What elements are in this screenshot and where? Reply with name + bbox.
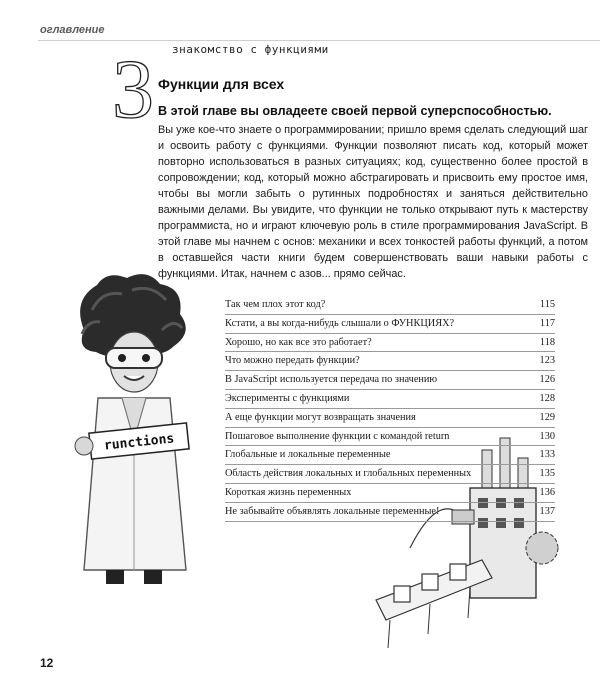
page-number: 12 [40,656,54,670]
toc-entry[interactable] [225,296,555,315]
chapter-number: 3 [112,43,154,136]
toc-entry-page: 135 [539,468,555,480]
toc-entry[interactable] [225,371,555,390]
toc-entry[interactable] [225,315,555,334]
chapter-lead: В этой главе вы овладеете своей первой суперспособностью. [158,104,552,118]
toc-entry-title: А еще функции могут возвращать значения [225,411,416,423]
toc-entry-page: 136 [539,486,555,498]
toc-entry-page: 133 [539,449,555,461]
toc-entry[interactable] [225,503,555,522]
toc-entry-page: 129 [539,411,555,423]
toc-entry[interactable] [225,409,555,428]
toc-entry-title: Так чем плох этот код? [225,299,326,310]
toc-entry-title: Пошаговое выполнение функции с командой return [225,430,450,442]
toc-entry-title: Не забывайте объявлять локальные переменные! [225,505,440,517]
section-label: оглавление [40,24,105,36]
conveyor-belt [376,560,492,648]
toc-entry-title: Глобальные и локальные переменные [225,449,391,461]
goggles [106,348,162,368]
toc-entry-title: Эксперименты с функциями [225,392,350,404]
toc-entry-page: 126 [539,374,555,386]
right-shoe [144,570,162,584]
sign-text: runctions [103,431,175,454]
toc-entry-title: Область действия локальных и глобальных переменных [225,468,472,480]
chapter-intro: Вы уже кое-что знаете о программировании; пришло время сделать следующий шаг и освоить работу с функциями. Функции позволяют писать код, который может повторно использоваться в разных ситуациях; код, существенно более простой в сопровождении; код, который можно абстрагировать и присвоить ему простое имя, чтобы вы могли забыть о рутинных подробностях и заняться действительно важными делами. Вы увидите, что функции не только открывают путь к мастерству программиста, но и играют ключевую роль в стиле программирования JavaScript. В этой главе мы начнем с основ: механики и всех тонкостей работы функций, а потом в оставшейся части книги будем совершенствовать ваши навыки работы с функциями. Итак, начнем с азов... прямо сейчас. [158,124,588,280]
left-shoe [106,570,124,584]
toc-entry-title: Короткая жизнь переменных [225,486,352,498]
toc-entry-page: 115 [539,299,555,310]
toc-entry-page: 117 [539,317,555,329]
toc-entry[interactable] [225,484,555,503]
toc-entry-title: Хорошо, но как все это работает? [225,336,372,348]
gear-icon [526,532,558,564]
chapter-title: Функции для всех [158,76,285,92]
toc-entry-title: Кстати, а вы когда-нибудь слышали о ФУНКЦИЯХ? [225,317,455,329]
toc-entry[interactable] [225,446,555,465]
toc-entry[interactable] [225,390,555,409]
chapter-kicker: знакомство с функциями [172,43,329,56]
toc-entry-page: 137 [539,505,555,517]
toc-entry-title: Что можно передать функции? [225,355,360,367]
toc-entry[interactable] [225,334,555,353]
toc-entry-page: 123 [539,355,555,367]
scientist-illustration [62,270,202,590]
toc-entry[interactable] [225,465,555,484]
toc-entry-page: 118 [539,336,555,348]
toc-entry-page: 128 [539,392,555,404]
toc-entry[interactable] [225,352,555,371]
toc-entry-title: В JavaScript используется передача по значению [225,374,438,386]
toc-entry-page: 130 [539,430,555,442]
table-of-contents [225,296,555,522]
hand [75,437,93,455]
toc-entry[interactable] [225,428,555,447]
section-divider [38,40,600,41]
